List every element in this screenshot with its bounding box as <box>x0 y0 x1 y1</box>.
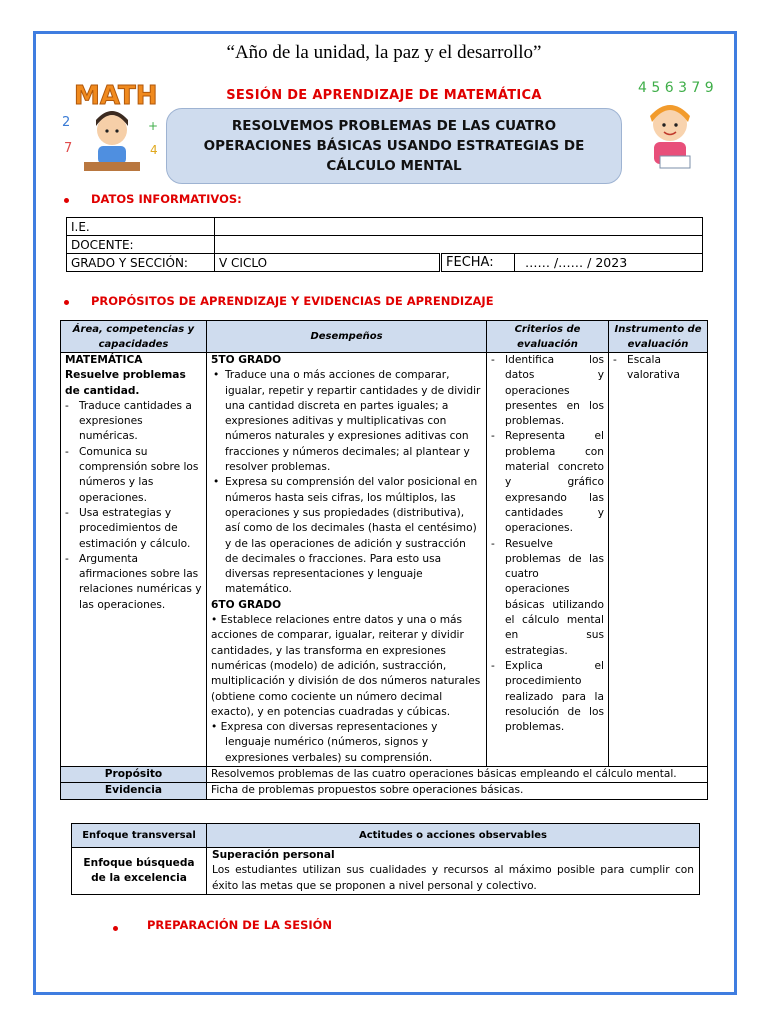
list-item: - Argumenta afirmaciones sobre las relaciones numéricas y las operaciones. <box>65 552 202 613</box>
ie-label: I.E. <box>67 218 215 236</box>
motto: “Año de la unidad, la paz y el desarrollo” <box>226 42 542 63</box>
list-item: - Escala valorativa <box>613 353 703 384</box>
propositos-heading: PROPÓSITOS DE APRENDIZAJE Y EVIDENCIAS DE APRENDIZAJE <box>91 294 494 308</box>
area-cell <box>61 353 207 767</box>
list-item: - Resuelve problemas de las cuatro operaciones básicas utilizando el cálculo mental en sus estrategias. <box>491 537 604 659</box>
docente-label: DOCENTE: <box>67 236 215 254</box>
desempenos-cell <box>207 353 487 767</box>
grado5-list <box>211 368 482 597</box>
evidencia-label: Evidencia <box>61 783 207 799</box>
svg-text:+: + <box>148 119 159 133</box>
list-item: - Identifica los datos y operaciones presentes en los problemas. <box>491 353 604 429</box>
list-item: - Comunica su comprensión sobre los números y las operaciones. <box>65 445 202 506</box>
grado6-title: 6TO GRADO <box>211 598 282 611</box>
list-item: - Explica el procedimiento realizado para la resolución de los problemas. <box>491 659 604 735</box>
instrumento-list <box>613 353 703 384</box>
ie-value <box>215 218 703 236</box>
enfoque-name: Enfoque búsqueda de la excelencia <box>72 848 207 895</box>
session-title-box <box>166 108 622 184</box>
grado6-item: • Expresa con diversas representaciones y lenguaje numérico (números, signos y expresiones verbales) su comprensión. <box>211 721 438 764</box>
list-item: - Representa el problema con material concreto y gráfico expresando las cantidades y operaciones. <box>491 429 604 536</box>
area-title: MATEMÁTICA <box>65 354 143 366</box>
col-area: Área, competencias y capacidades <box>61 321 207 353</box>
proposito-label: Propósito <box>61 767 207 783</box>
evidencia-value: Ficha de problemas propuestos sobre operaciones básicas. <box>207 783 708 799</box>
grado-value: V CICLO <box>215 254 441 272</box>
svg-text:7: 7 <box>64 141 73 156</box>
col-enfoque: Enfoque transversal <box>72 824 207 848</box>
docente-value <box>215 236 703 254</box>
actitud-cell <box>207 848 700 895</box>
list-item: • Expresa su comprensión del valor posicional en números hasta seis cifras, los múltiplos, las operaciones y sus propiedades (distributiva), así como de los decimales (hasta el centésimo) y de las operaciones de adición y sustracción de decimales o fracciones. Para esto usa diversas representaciones y lenguaje matemático. <box>211 475 482 597</box>
svg-text:4: 4 <box>150 143 158 157</box>
bullet-icon <box>64 198 69 203</box>
criterios-cell <box>487 353 609 767</box>
instrumento-cell <box>609 353 708 767</box>
fecha-label: FECHA: <box>441 254 515 272</box>
col-criterios: Criterios de evaluación <box>487 321 609 353</box>
datos-informativos-table <box>66 217 703 272</box>
competencia: Resuelve problemas de cantidad. <box>65 369 186 397</box>
fecha-value: …… /…… / 2023 <box>515 254 703 272</box>
list-item: - Usa estrategias y procedimientos de estimación y cálculo. <box>65 506 202 552</box>
proposito-value: Resolvemos problemas de las cuatro operaciones básicas empleando el cálculo mental. <box>207 767 708 783</box>
bullet-icon <box>64 300 69 305</box>
propositos-table <box>60 320 708 800</box>
actitud-text: Los estudiantes utilizan sus cualidades y recursos al máximo posible para cumplir con éxito las metas que se proponen a nivel personal y colectivo. <box>212 864 694 892</box>
session-heading: SESIÓN DE APRENDIZAJE DE MATEMÁTICA <box>226 88 542 103</box>
datos-heading: DATOS INFORMATIVOS: <box>91 192 242 206</box>
math-word: MATH <box>74 81 158 111</box>
col-desempenos: Desempeños <box>207 321 487 353</box>
grado6-item: • Establece relaciones entre datos y una o más acciones de comparar, igualar, reiterar y dividir cantidades, y las transforma en expresiones numéricas (modelo) de adición, sustracción, multiplicación y división de dos números naturales (obtiene como cociente un número decimal exacto), y en potencias cuadradas y cúbicas. <box>211 614 481 718</box>
actitud-title: Superación personal <box>212 849 335 861</box>
list-item: • Traduce una o más acciones de comparar, igualar, repetir y repartir cantidades y de dividir una cantidad discreta en partes iguales; a expresiones aditivas y multiplicativas con números naturales y expresiones aditivas con fracciones y números decimales; al plantear y resolver problemas. <box>211 368 482 475</box>
svg-text:2: 2 <box>62 115 71 130</box>
grado5-title: 5TO GRADO <box>211 354 282 366</box>
floating-digits: 4 5 6 3 7 9 <box>638 80 714 96</box>
criterios-list <box>491 353 604 735</box>
bullet-icon <box>113 926 118 931</box>
list-item: - Traduce cantidades a expresiones numéricas. <box>65 399 202 445</box>
preparacion-heading: PREPARACIÓN DE LA SESIÓN <box>147 918 333 932</box>
enfoque-table <box>71 823 700 895</box>
session-title: RESOLVEMOS PROBLEMAS DE LAS CUATRO OPERACIONES BÁSICAS USANDO ESTRATEGIAS DE CÁLCULO MENTAL <box>203 118 585 174</box>
grado-label: GRADO Y SECCIÓN: <box>67 254 215 272</box>
col-instrumento: Instrumento de evaluación <box>609 321 708 353</box>
capacidades-list <box>65 399 202 613</box>
col-actitudes: Actitudes o acciones observables <box>207 824 700 848</box>
